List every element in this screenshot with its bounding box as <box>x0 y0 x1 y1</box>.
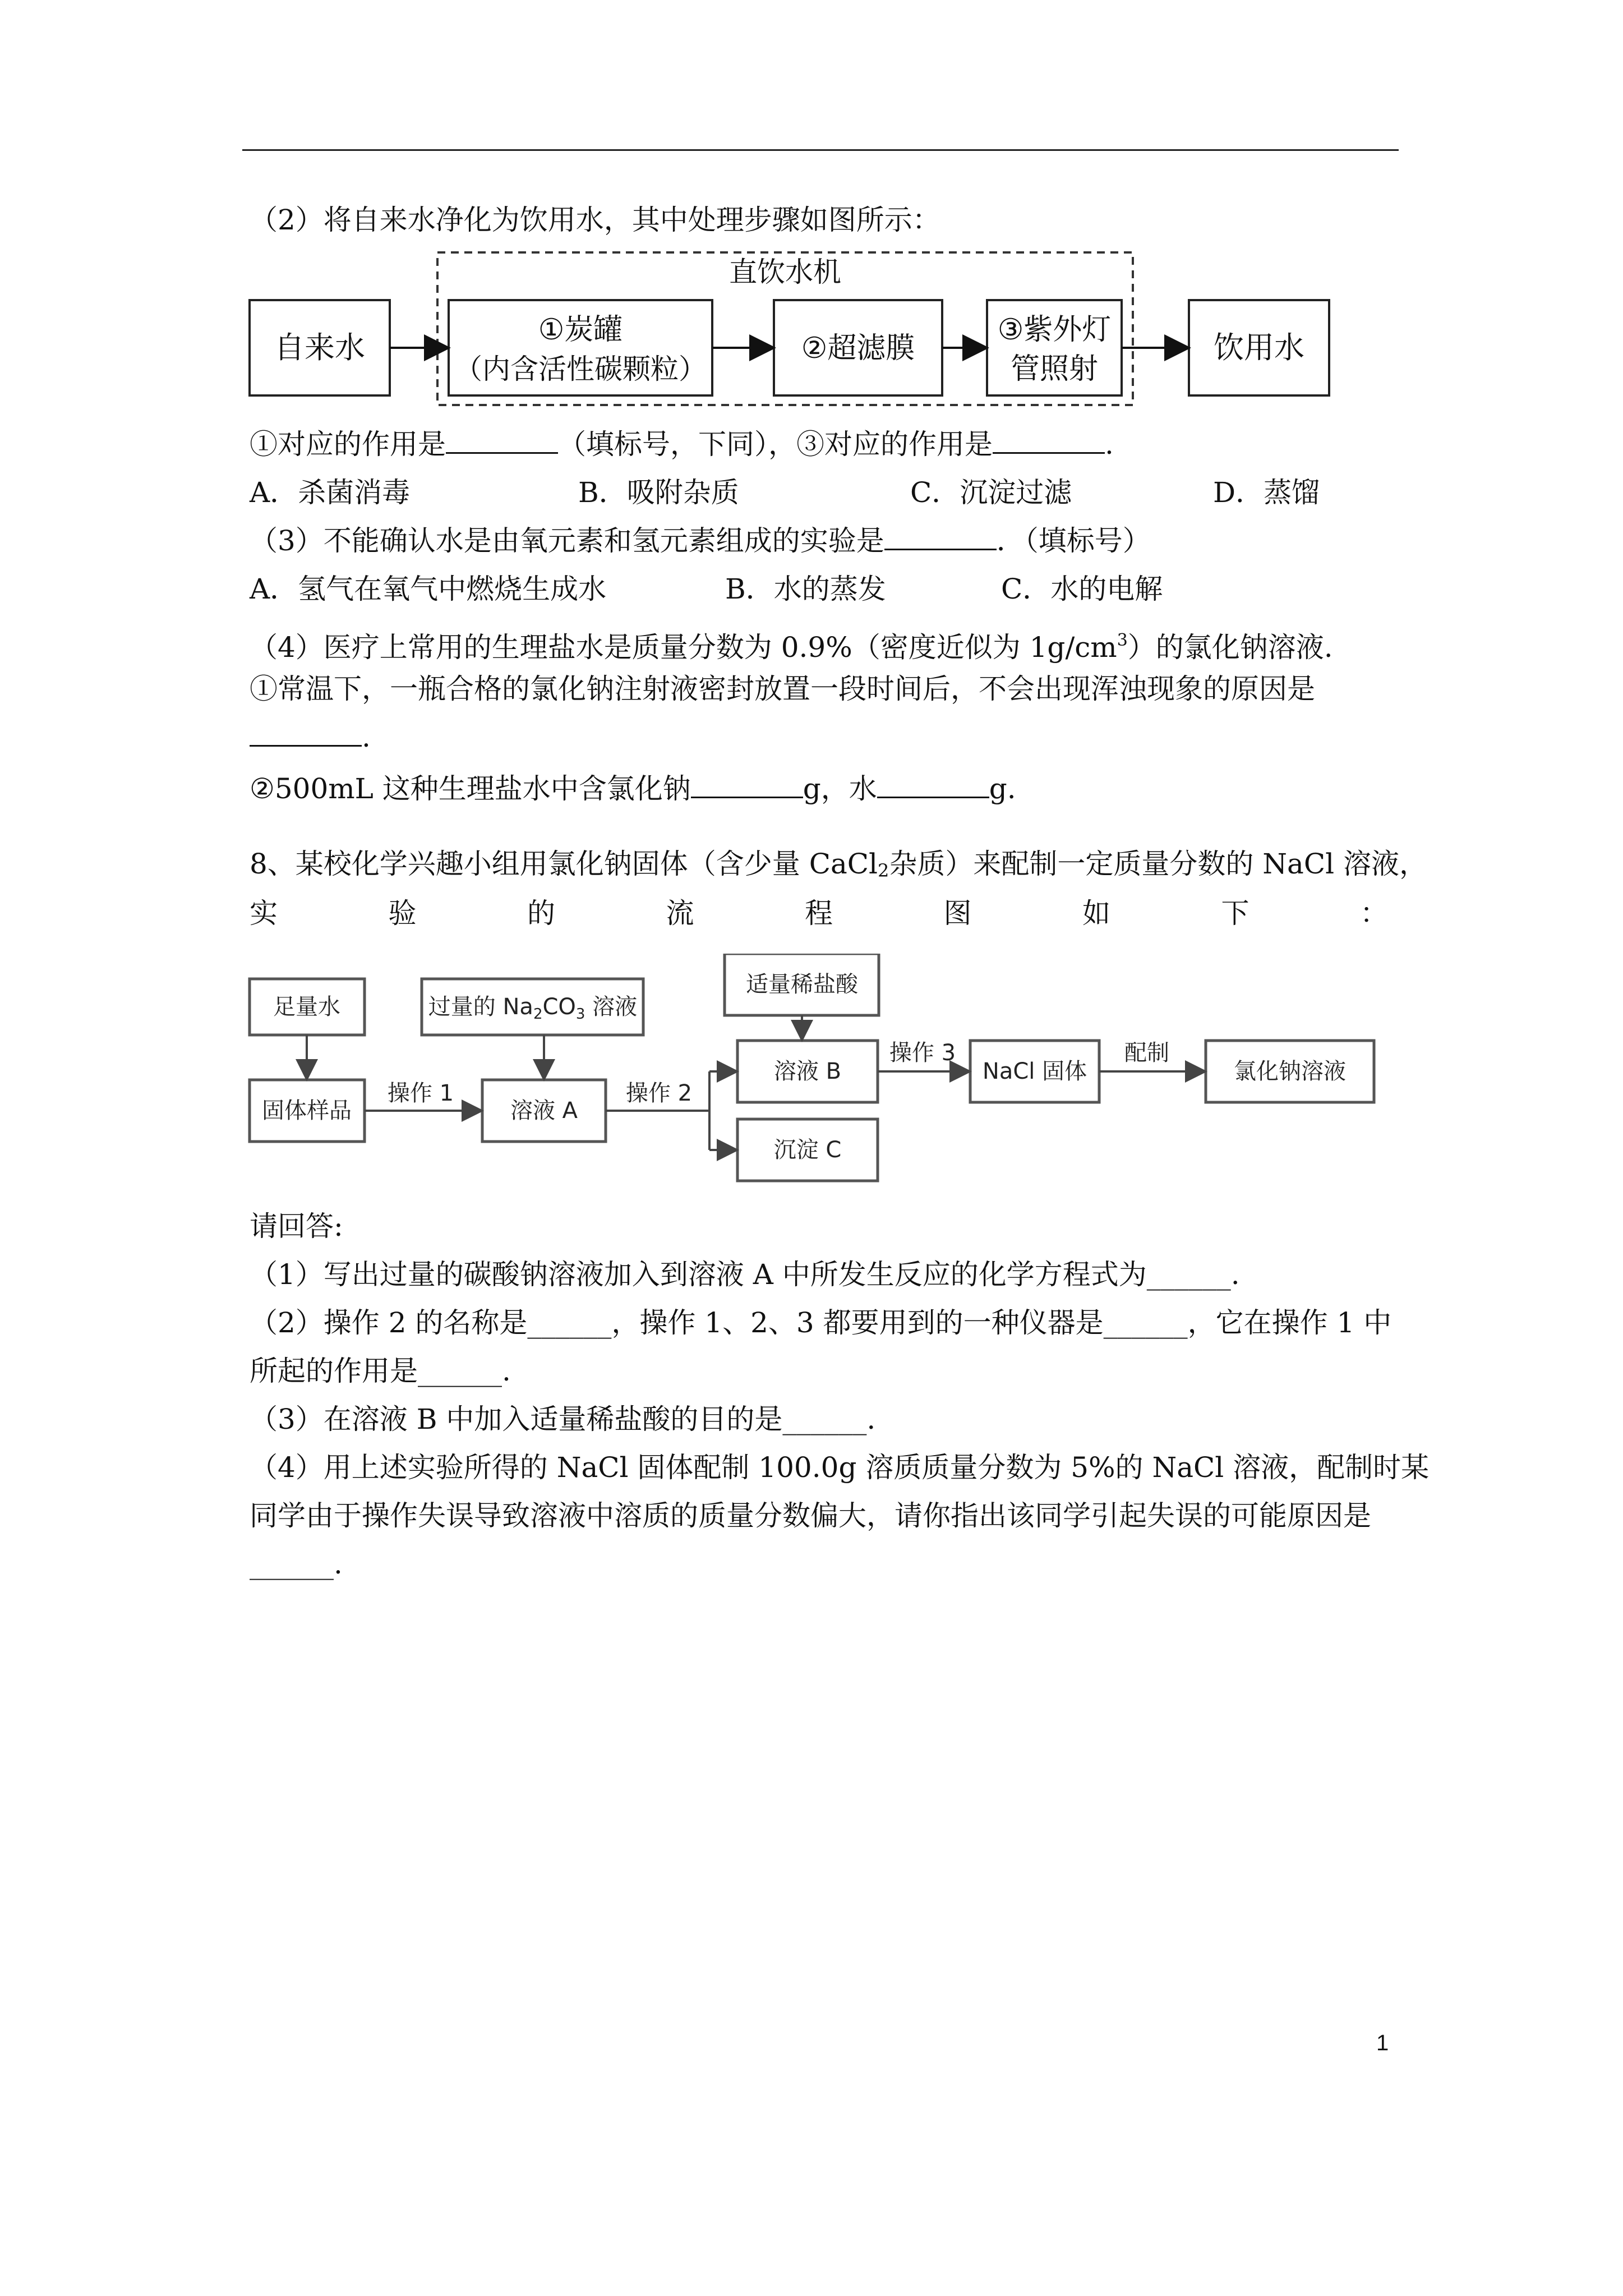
uv-lamp-label: ③紫外灯 <box>997 313 1112 347</box>
nacl-solution-label: 氯化钠溶液 <box>1234 1059 1346 1084</box>
q4-1-answer-line: . <box>250 720 371 754</box>
part-4-end: ______. <box>250 1548 343 1580</box>
part-3: （3）在溶液 B 中加入适量稀盐酸的目的是______. <box>250 1403 876 1435</box>
part-4: （4）用上述实验所得的 NaCl 固体配制 100.0g 溶质质量分数为 5%的 NaCl 溶液，配制时某 <box>250 1451 1430 1484</box>
answer-blank[interactable] <box>884 524 997 550</box>
sample-label: 固体样品 <box>262 1098 352 1124</box>
tap-water-label: 自来水 <box>274 330 365 365</box>
carbon-tank-label: ①炭罐 <box>538 313 623 347</box>
answer-blank[interactable] <box>993 427 1105 454</box>
operation-1-label: 操作 1 <box>387 1080 454 1106</box>
answer-prompt: 请回答: <box>250 1210 343 1243</box>
q4-1-question: ①常温下，一瓶合格的氯化钠注射液密封放置一段时间后，不会出现浑浊现象的原因是 <box>250 673 1315 705</box>
q8-intro: 8、某校化学兴趣小组用氯化钠固体（含少量 CaCl2杂质）来配制一定质量分数的 NaCl 溶液， <box>250 848 1427 881</box>
prepare-label: 配制 <box>1124 1040 1169 1066</box>
q2-question: ①对应的作用是 （填标号，下同），③对应的作用是 . <box>250 428 1114 461</box>
nacl-preparation-diagram <box>241 954 1391 1189</box>
operation-3-label: 操作 3 <box>889 1040 956 1066</box>
answer-blank[interactable] <box>691 772 803 798</box>
q2-intro: （2）将自来水净化为饮用水，其中处理步骤如图所示： <box>250 204 940 236</box>
group-label: 直饮水机 <box>729 256 841 288</box>
na2co3-label: 过量的 $Na_2CO_3$ 溶液 <box>428 994 638 1023</box>
part-4-cont: 同学由于操作失误导致溶液中溶质的质量分数偏大，请你指出该同学引起失误的可能原因是 <box>250 1499 1371 1532</box>
header-rule <box>242 149 1399 151</box>
drinking-water-label: 饮用水 <box>1214 330 1304 365</box>
q4-question: （4）医疗上常用的生理盐水是质量分数为 0.9%（密度近似为 $1g/cm^3$）的氯化钠溶液. <box>250 631 1333 664</box>
precipitate-c-label: 沉淀 C <box>773 1137 842 1163</box>
nacl-solid-label: NaCl 固体 <box>982 1059 1087 1084</box>
q8-intro-cont: 实 验 的 流 程 图 如 下 ： <box>250 897 1388 930</box>
solution-a-label: 溶液 A <box>510 1098 578 1124</box>
q3-question: （3）不能确认水是由氧元素和氢元素组成的实验是 ．（填标号） <box>250 524 1151 557</box>
water-purification-diagram <box>241 247 1346 409</box>
operation-2-label: 操作 2 <box>625 1080 693 1106</box>
hcl-label: 适量稀盐酸 <box>746 972 858 997</box>
part-2-cont: 所起的作用是______. <box>250 1355 511 1387</box>
part-2: （2）操作 2 的名称是______，操作 1、2、3 都要用到的一种仪器是______，它在操作 1 中 <box>250 1306 1392 1339</box>
page-number: 1 <box>1376 2031 1389 2055</box>
ultrafiltration-label: ②超滤膜 <box>801 332 915 365</box>
carbon-tank-sublabel: （内含活性碳颗粒） <box>454 353 707 385</box>
q4-2-question: ②500mL 这种生理盐水中含氯化钠 g，水 g. <box>250 772 1016 805</box>
uv-lamp-sublabel: 管照射 <box>1010 352 1099 386</box>
answer-blank[interactable] <box>877 772 989 798</box>
solution-b-label: 溶液 B <box>773 1059 842 1084</box>
answer-blank[interactable] <box>446 427 558 454</box>
part-1: （1）写出过量的碳酸钠溶液加入到溶液 A 中所发生反应的化学方程式为______. <box>250 1258 1240 1291</box>
water-label: 足量水 <box>273 994 340 1020</box>
answer-blank[interactable] <box>250 720 362 747</box>
